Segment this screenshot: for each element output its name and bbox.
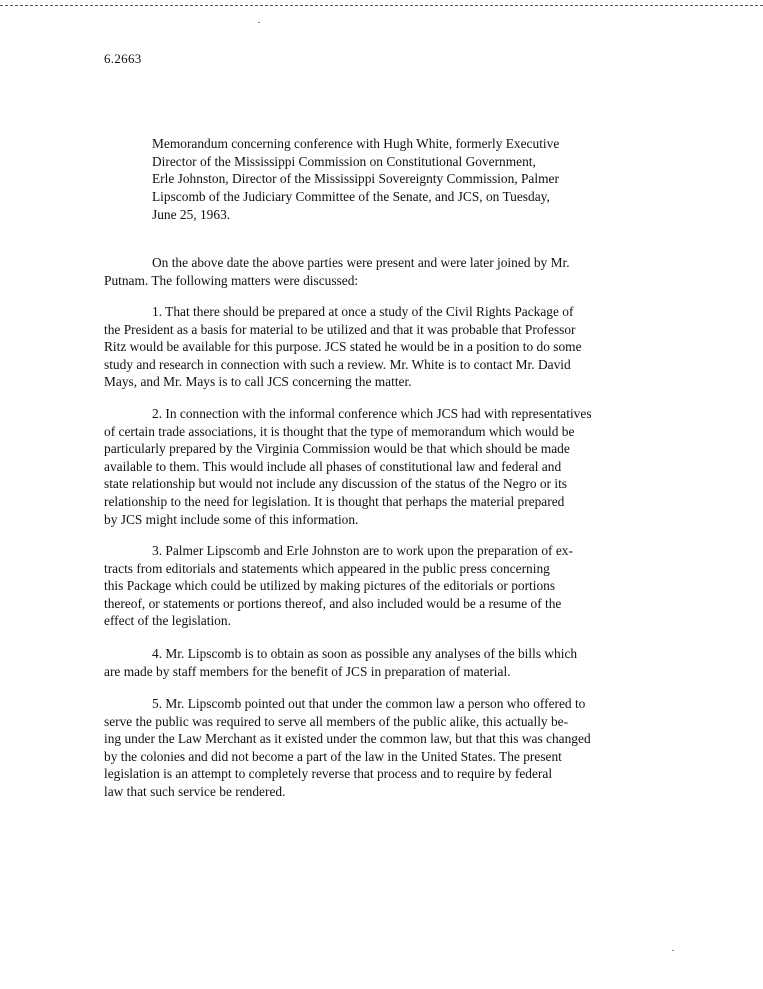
paragraph-line: ing under the Law Merchant as it existed under the common law, but that this was changed	[104, 731, 591, 747]
scan-speck	[258, 22, 260, 23]
memo-heading-line: Director of the Mississippi Commission on Constitutional Government,	[152, 153, 536, 169]
paragraph-line: 5. Mr. Lipscomb pointed out that under the common law a person who offered to	[152, 696, 586, 711]
paragraph-line: the President as a basis for material to be utilized and that it was probable that Professor	[104, 321, 576, 337]
memo-heading-line: Lipscomb of the Judiciary Committee of the Senate, and JCS, on Tuesday,	[152, 189, 550, 205]
memo-heading	[152, 135, 692, 224]
paragraph-line: effect of the legislation.	[104, 613, 231, 629]
paragraph-line: are made by staff members for the benefit of JCS in preparation of material.	[104, 663, 511, 679]
paragraph-line: relationship to the need for legislation. It is thought that perhaps the material prepared	[104, 493, 565, 509]
paragraph-line: On the above date the above parties were present and were later joined by Mr.	[152, 255, 570, 270]
paragraph-line: particularly prepared by the Virginia Commission would be that which should be made	[104, 441, 570, 457]
memo-heading-line: June 25, 1963.	[152, 206, 231, 222]
item-4-paragraph	[104, 645, 714, 680]
paragraph-line: legislation is an attempt to completely reverse that process and to require by federal	[104, 766, 553, 782]
memo-heading-line: Erle Johnston, Director of the Mississippi Sovereignty Commission, Palmer	[152, 171, 559, 187]
item-5-paragraph	[104, 695, 714, 801]
paragraph-line: available to them. This would include all phases of constitutional law and federal and	[104, 458, 562, 474]
scan-speck	[672, 950, 674, 951]
paragraph-line: state relationship but would not include any discussion of the status of the Negro or its	[104, 476, 568, 492]
document-number: 6.2663	[104, 51, 142, 66]
item-3-paragraph	[104, 542, 714, 630]
paragraph-line: tracts from editorials and statements which appeared in the public press concerning	[104, 560, 550, 576]
paragraph-line: Mays, and Mr. Mays is to call JCS concerning the matter.	[104, 374, 412, 390]
paragraph-line: by the colonies and did not become a part of the law in the United States. The present	[104, 748, 562, 764]
paragraph-line: 3. Palmer Lipscomb and Erle Johnston are to work upon the preparation of ex-	[152, 543, 573, 558]
paragraph-line: by JCS might include some of this information.	[104, 511, 359, 527]
paragraph-line: law that such service be rendered.	[104, 783, 286, 799]
item-2-paragraph	[104, 405, 714, 528]
paragraph-line: thereof, or statements or portions thereof, and also included would be a resume of the	[104, 595, 562, 611]
intro-paragraph	[104, 254, 714, 289]
paragraph-line: Putnam. The following matters were discussed:	[104, 272, 359, 288]
paragraph-line: 2. In connection with the informal conference which JCS had with representatives	[152, 406, 592, 421]
page-top-border	[0, 5, 763, 6]
paragraph-line: serve the public was required to serve all members of the public alike, this actually be-	[104, 713, 569, 729]
paragraph-line: of certain trade associations, it is thought that the type of memorandum which would be	[104, 423, 575, 439]
paragraph-line: study and research in connection with such a review. Mr. White is to contact Mr. David	[104, 356, 571, 372]
paragraph-line: 4. Mr. Lipscomb is to obtain as soon as possible any analyses of the bills which	[152, 646, 578, 661]
paragraph-line: 1. That there should be prepared at once a study of the Civil Rights Package of	[152, 304, 574, 319]
paragraph-line: this Package which could be utilized by making pictures of the editorials or portions	[104, 578, 556, 594]
paragraph-line: Ritz would be available for this purpose. JCS stated he would be in a position to do some	[104, 339, 582, 355]
item-1-paragraph	[104, 303, 714, 391]
memo-heading-line: Memorandum concerning conference with Hugh White, formerly Executive	[152, 136, 560, 151]
